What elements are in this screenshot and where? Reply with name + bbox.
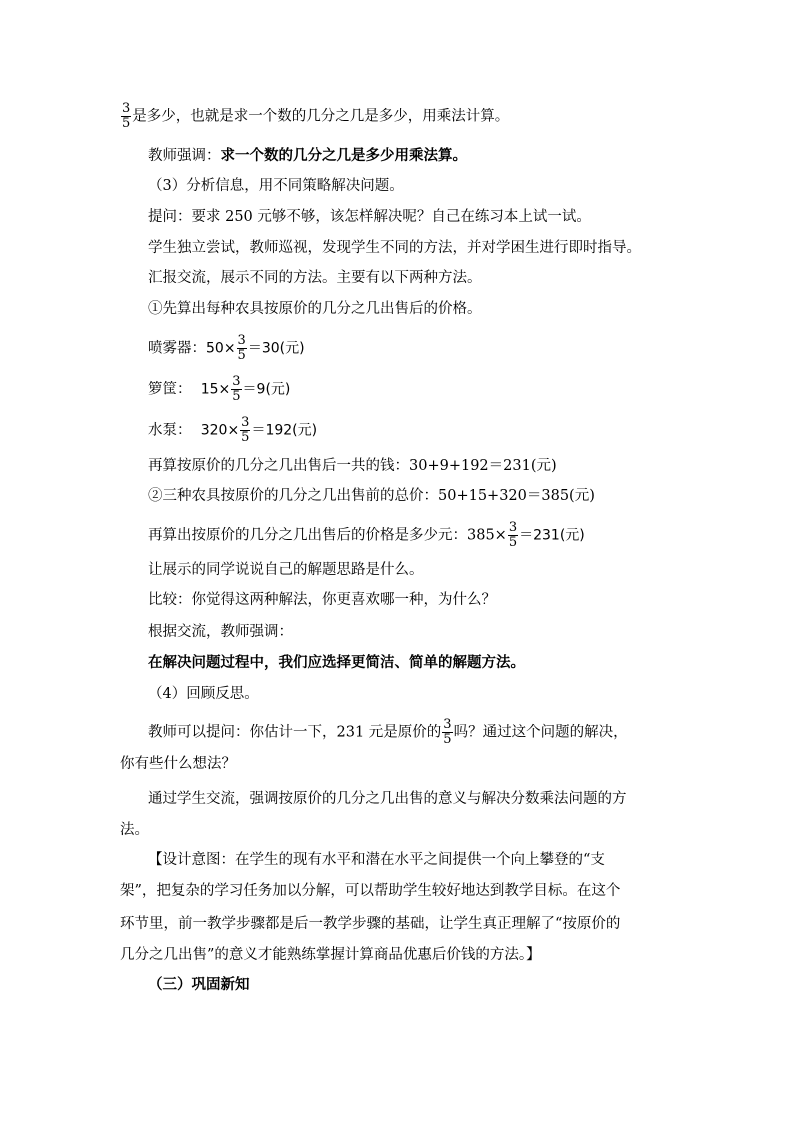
line-16: 根据交流，教师强调： <box>148 624 293 640</box>
line-7: ①先算出每种农具按原价的几分之几出售后的价格。 <box>148 301 482 317</box>
line-1: $\frac{3}{5}$ 是多少，也就是求一个数的几分之几是多少，用乘法计算。 <box>122 101 510 131</box>
line-20: 你有些什么想法？ <box>120 756 236 772</box>
line-5: 学生独立尝试，教师巡视，发现学生不同的方法，并对学困生进行即时指导。 <box>148 240 641 256</box>
line-14: 让展示的同学说说自己的解题思路是什么。 <box>148 562 424 578</box>
line-9: 箩筐： 15× $\frac{3}{5}$ ＝9(元) <box>148 374 291 404</box>
line-8: 喷雾器：50× $\frac{3}{5}$ ＝30(元) <box>148 333 305 363</box>
fraction: $\frac{3}{5}$ <box>508 520 518 550</box>
line-2: 教师强调：求一个数的几分之几是多少用乘法算。 <box>148 147 467 164</box>
line-12: ②三种农具按原价的几分之几出售前的总价：50+15+320＝385(元) <box>148 488 595 504</box>
line-23: 【设计意图：在学生的现有水平和潜在水平之间提供一个向上攀登的“支 <box>148 852 605 868</box>
line-22: 法。 <box>120 822 149 838</box>
line-11: 再算按原价的几分之几出售后一共的钱：30+9+192＝231(元) <box>148 458 557 474</box>
fraction: $\frac{3}{5}$ <box>443 717 452 747</box>
line-25: 环节里，前一教学步骤都是后一教学步骤的基础，让学生真正理解了“按原价的 <box>120 916 621 932</box>
fraction: $\frac{3}{5}$ <box>237 333 246 363</box>
fraction: $\frac{3}{5}$ <box>232 374 241 404</box>
line-15: 比较：你觉得这两种解法，你更喜欢哪一种，为什么？ <box>148 592 496 608</box>
line-19: 教师可以提问：你估计一下，231 元是原价的 $\frac{3}{5}$ 吗？通过这个问题的解决， <box>148 717 628 747</box>
line-26: 几分之几出售”的意义才能熟练掌握计算商品优惠后价钱的方法。】 <box>120 947 541 963</box>
line-17: 在解决问题过程中，我们应选择更简洁、简单的解题方法。 <box>148 654 525 671</box>
line-13: 再算出按原价的几分之几出售后的价格是多少元：385× $\frac{3}{5}$ ＝231(元) <box>148 520 585 550</box>
line-6: 汇报交流，展示不同的方法。主要有以下两种方法。 <box>148 270 482 286</box>
line-4: 提问：要求 250 元够不够，该怎样解决呢？自己在练习本上试一试。 <box>148 209 591 225</box>
line-3: （3）分析信息，用不同策略解决问题。 <box>148 178 404 194</box>
line-24: 架”，把复杂的学习任务加以分解，可以帮助学生较好地达到教学目标。在这个 <box>120 883 621 899</box>
line-10: 水泵： 320× $\frac{3}{5}$ ＝192(元) <box>148 415 318 445</box>
line-18: （4）回顾反思。 <box>148 686 259 702</box>
line-27: （三）巩固新知 <box>148 976 250 993</box>
fraction: $\frac{3}{5}$ <box>122 101 131 131</box>
line-21: 通过学生交流，强调按原价的几分之几出售的意义与解决分数乘法问题的方 <box>148 791 627 807</box>
fraction: $\frac{3}{5}$ <box>241 415 250 445</box>
